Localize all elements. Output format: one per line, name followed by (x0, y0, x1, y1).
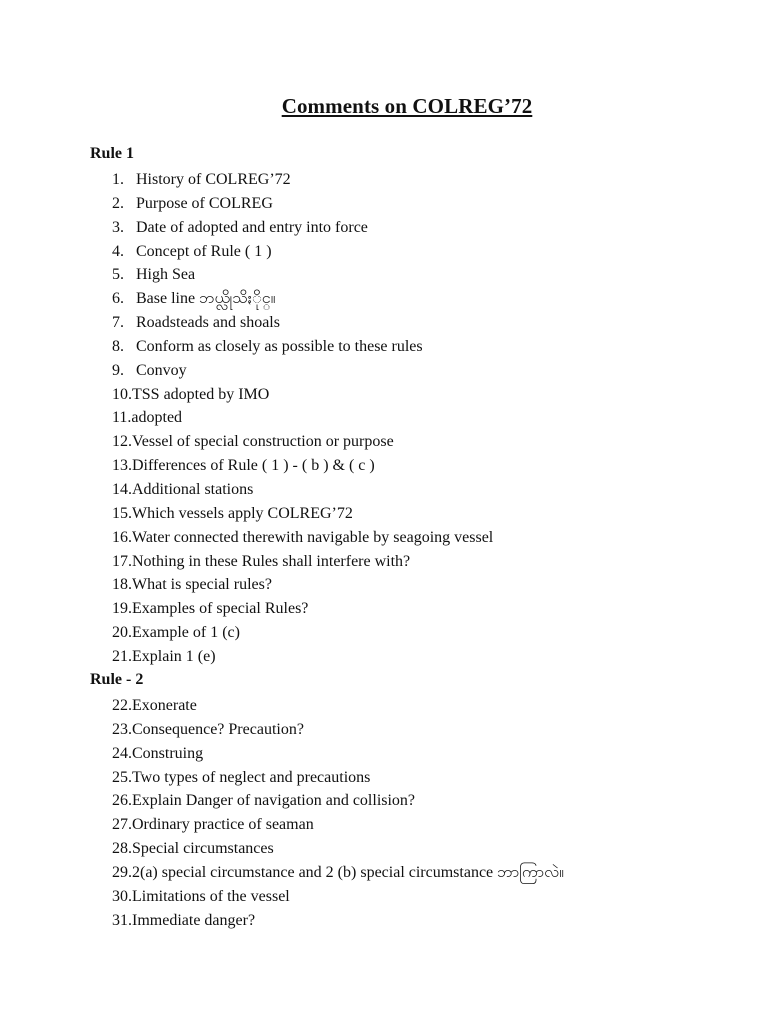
list-item (112, 335, 493, 359)
item-text: Vessel of special construction or purpose (132, 433, 394, 451)
item-text: Consequence? Precaution? (132, 720, 304, 738)
item-text: Additional stations (132, 480, 254, 498)
item-number: 16. (112, 528, 132, 546)
list-item (112, 406, 493, 430)
item-text: High Sea (136, 266, 196, 284)
item-text: Construing (132, 744, 204, 762)
item-number: 18. (112, 576, 132, 594)
item-number: 26. (112, 792, 132, 810)
item-text: Conform as closely as possible to these rules (136, 337, 423, 355)
list-item (112, 742, 564, 766)
item-number: 8. (112, 337, 124, 355)
list-item (112, 168, 493, 192)
item-number: 15. (112, 504, 132, 522)
item-number: 5. (112, 266, 124, 284)
item-number: 20. (112, 624, 132, 642)
item-number: 25. (112, 768, 132, 786)
item-text: Water connected therewith navigable by seagoing vessel (132, 528, 494, 546)
item-text: History of COLREG’72 (136, 171, 291, 188)
item-text: Purpose of COLREG (136, 194, 273, 212)
item-number: 12. (112, 433, 132, 451)
list-item (112, 909, 564, 933)
list-item (112, 359, 493, 383)
item-number: 19. (112, 600, 132, 618)
item-text: Limitations of the vessel (132, 887, 290, 905)
item-text: TSS adopted by IMO (132, 385, 270, 403)
item-number: 17. (112, 552, 132, 570)
item-number: 24. (112, 744, 132, 762)
list-item (112, 789, 564, 813)
list-item (112, 885, 564, 909)
list-item (112, 502, 493, 526)
page-title: Comments on COLREG’72 (281, 94, 533, 118)
item-text: What is special rules? (132, 576, 272, 594)
list-item (112, 287, 493, 311)
item-text: Convoy (136, 361, 187, 379)
item-text: Nothing in these Rules shall interfere with? (132, 552, 411, 570)
list-item (112, 383, 493, 407)
list-item (112, 694, 564, 718)
list-item (112, 621, 493, 645)
list-item (112, 813, 564, 837)
item-text: 2(a) special circumstance and 2 (b) special circumstance ဘာကြာလဲ။ (132, 863, 564, 881)
item-text: Example of 1 (c) (132, 624, 240, 642)
item-text: Examples of special Rules? (132, 600, 309, 618)
item-number: 27. (112, 816, 132, 834)
item-text: Two types of neglect and precautions (132, 768, 371, 786)
item-text: Base line ဘယ္လိုသိႏိုင္။ (136, 290, 276, 308)
item-text: Exonerate (132, 697, 197, 714)
list-item (112, 597, 493, 621)
list-item (112, 645, 493, 669)
list-item (112, 526, 493, 550)
item-number: 29. (112, 863, 132, 881)
item-number: 23. (112, 720, 132, 738)
item-number: 3. (112, 218, 124, 236)
list-item (112, 311, 493, 335)
item-number: 9. (112, 361, 124, 379)
item-number: 21. (112, 647, 132, 665)
item-text: Explain Danger of navigation and collision? (132, 792, 416, 810)
list-item (112, 240, 493, 264)
item-text: Concept of Rule ( 1 ) (136, 242, 272, 260)
list-item (112, 192, 493, 216)
item-number: 1. (112, 171, 124, 188)
item-text: Explain 1 (e) (132, 647, 216, 665)
list-item (112, 550, 493, 574)
list-item (112, 216, 493, 240)
item-text: Which vessels apply COLREG’72 (132, 504, 353, 522)
item-number: 10. (112, 385, 132, 403)
list-item (112, 478, 493, 502)
list-item (112, 573, 493, 597)
list-item (112, 454, 493, 478)
item-number: 2. (112, 194, 124, 212)
list-item (112, 718, 564, 742)
item-number: 31. (112, 911, 132, 929)
item-number: 14. (112, 480, 132, 498)
item-number: 11. (112, 409, 132, 427)
rule-2-question-list (112, 694, 564, 932)
item-text: Roadsteads and shoals (136, 314, 280, 332)
item-number: 30. (112, 887, 132, 905)
item-text: Date of adopted and entry into force (136, 218, 368, 236)
rule-1-question-list (112, 168, 493, 669)
item-number: 7. (112, 314, 124, 332)
item-number: 4. (112, 242, 124, 260)
list-item (112, 430, 493, 454)
list-item (112, 837, 564, 861)
item-text: Special circumstances (132, 840, 274, 858)
item-number: 13. (112, 457, 132, 475)
list-item (112, 766, 564, 790)
item-number: 22. (112, 697, 132, 714)
item-text: Ordinary practice of seaman (132, 816, 314, 834)
section-heading-rule-1: Rule 1 (90, 145, 134, 162)
item-number: 6. (112, 290, 124, 308)
item-text: adopted (131, 409, 183, 427)
item-text: Differences of Rule ( 1 ) - ( b ) & ( c ) (132, 457, 375, 475)
section-heading-rule-2: Rule - 2 (90, 671, 144, 688)
list-item (112, 861, 564, 885)
item-text: Immediate danger? (132, 911, 256, 929)
item-number: 28. (112, 840, 132, 858)
list-item (112, 263, 493, 287)
